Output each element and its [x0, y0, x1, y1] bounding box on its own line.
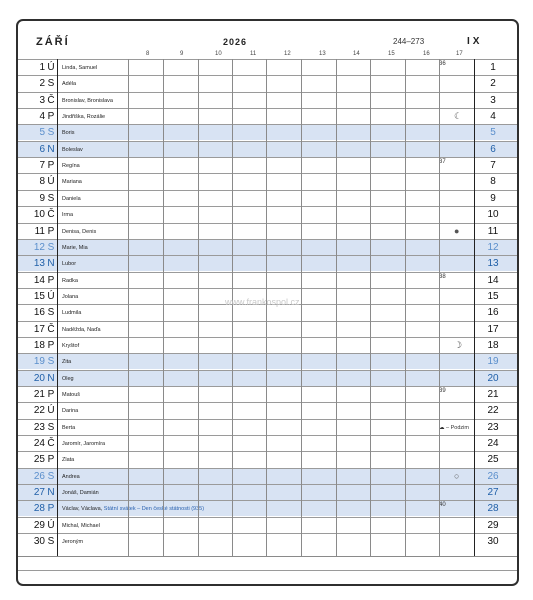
grid-line — [57, 59, 58, 556]
name-day-label: Irma — [62, 212, 73, 219]
day-row[interactable] — [18, 451, 517, 467]
name-day-label: Zlata — [62, 457, 75, 464]
grid-line — [405, 59, 406, 556]
weekday-letter: P — [47, 454, 55, 466]
name-day-label: Oleg — [62, 375, 74, 382]
day-number: 19 S — [33, 356, 55, 368]
name-day-label: Matouš — [62, 392, 81, 398]
day-row[interactable] — [18, 353, 517, 369]
name-day-label: Lubor — [62, 261, 77, 268]
day-number: 18 P — [33, 339, 55, 351]
weekday-letter: S — [47, 78, 55, 90]
day-number: 4 P — [39, 111, 55, 123]
day-row[interactable] — [18, 484, 517, 500]
grid-line — [474, 59, 475, 556]
day-row[interactable] — [18, 272, 517, 288]
day-number: 25 P — [33, 454, 55, 466]
calendar-page — [16, 19, 519, 586]
name-day-label: Regína — [62, 163, 80, 170]
hour-label: 14 — [353, 51, 360, 57]
day-number-right: 22 — [487, 405, 499, 417]
day-number-right: 16 — [487, 307, 499, 319]
day-number-right: 15 — [487, 290, 499, 302]
weekday-letter: S — [47, 470, 55, 482]
day-number: 7 P — [39, 160, 55, 172]
season-label: ☁ – Podzim — [439, 424, 469, 431]
day-row[interactable] — [18, 190, 517, 206]
moon-phase-icon: ☽ — [454, 339, 463, 350]
day-number: 23 S — [33, 421, 55, 433]
day-number: 30 S — [33, 536, 55, 548]
weekday-letter: Č — [47, 438, 55, 450]
name-day-label: Radka — [62, 277, 78, 284]
weekday-letter: Ú — [47, 405, 55, 417]
grid-line — [232, 59, 233, 556]
day-row[interactable] — [18, 141, 517, 157]
notes-footer — [18, 556, 517, 584]
hour-label: 10 — [215, 51, 222, 57]
day-number-right: 8 — [490, 176, 496, 188]
weekday-letter: P — [47, 160, 55, 172]
day-number: 10 Č — [33, 209, 55, 221]
name-day-label: Jonáš, Damián — [62, 490, 99, 497]
day-row[interactable] — [18, 435, 517, 451]
name-day-label: Václav, Václava, Státní svátek – Den české státnosti (935) — [62, 506, 205, 513]
day-number: 29 Ú — [33, 519, 55, 531]
weekday-letter: N — [47, 372, 55, 384]
day-row[interactable] — [18, 206, 517, 222]
week-number: 39 — [439, 388, 446, 394]
hour-label: 11 — [250, 51, 257, 57]
weekday-letter: N — [47, 487, 55, 499]
grid-line — [370, 59, 371, 556]
hour-label: 15 — [388, 51, 395, 57]
weekday-letter: Č — [47, 323, 55, 335]
day-number-right: 30 — [487, 536, 499, 548]
weekday-letter: S — [47, 536, 55, 548]
weekday-letter: Ú — [47, 290, 55, 302]
day-row[interactable] — [18, 337, 517, 353]
weekday-letter: P — [47, 389, 55, 400]
day-row[interactable] — [18, 500, 517, 516]
weekday-letter: Č — [47, 94, 55, 106]
name-day-label: Andrea — [62, 473, 80, 480]
day-row[interactable] — [18, 468, 517, 484]
hour-label: 13 — [319, 51, 326, 57]
weekday-letter: S — [47, 356, 55, 368]
day-number-right: 7 — [490, 160, 496, 172]
grid-line — [301, 59, 302, 556]
name-day-label: Linda, Samuel — [62, 65, 98, 71]
day-number-right: 5 — [490, 127, 496, 139]
day-number: 20 N — [33, 372, 55, 384]
day-number: 11 P — [34, 225, 55, 237]
day-number-right: 10 — [487, 209, 499, 221]
day-row[interactable] — [18, 108, 517, 124]
day-row[interactable] — [18, 239, 517, 255]
name-day-label: Naděžda, Naďa — [62, 326, 101, 333]
day-number-right: 2 — [490, 78, 496, 90]
weekday-letter: N — [47, 143, 55, 155]
moon-phase-icon: ○ — [454, 470, 460, 481]
day-number: 24 Č — [33, 438, 55, 450]
watermark: www.frankospol.cz — [225, 297, 300, 307]
day-number: 26 S — [33, 470, 55, 482]
day-number-right: 6 — [490, 143, 496, 155]
day-number-right: 17 — [487, 323, 499, 335]
day-row[interactable] — [18, 517, 517, 533]
name-day-label: Jolana — [62, 293, 79, 300]
hour-label: 12 — [284, 51, 291, 57]
weekday-letter: Ú — [47, 62, 55, 73]
hour-label: 9 — [180, 51, 184, 57]
day-number: 27 N — [33, 487, 55, 499]
week-number: 38 — [439, 273, 446, 280]
grid-line — [439, 59, 440, 556]
calendar-header — [18, 21, 517, 59]
weekday-letter: S — [47, 421, 55, 433]
day-number: 14 P — [33, 274, 55, 286]
weekday-letter: Č — [47, 209, 55, 221]
day-row[interactable] — [18, 75, 517, 91]
day-number-right: 24 — [487, 438, 499, 450]
day-range-label: 244–273 — [393, 37, 425, 46]
day-number-right: 14 — [487, 274, 499, 286]
day-number-right: 20 — [487, 372, 499, 384]
moon-phase-icon: ● — [454, 225, 460, 236]
day-number: 21 P — [33, 389, 55, 400]
name-day-label: Marie, Mia — [62, 244, 88, 251]
name-day-label: Denisa, Denis — [62, 228, 97, 235]
day-number-right: 18 — [487, 339, 499, 351]
day-row[interactable] — [18, 255, 517, 271]
day-row[interactable] — [18, 419, 517, 435]
grid-line — [163, 59, 164, 556]
year-label: 2026 — [223, 37, 248, 47]
day-row[interactable] — [18, 124, 517, 140]
day-row[interactable] — [18, 157, 517, 173]
weekday-letter: P — [47, 274, 55, 286]
weekday-letter: S — [47, 241, 55, 253]
day-number: 8 Ú — [39, 176, 55, 188]
day-number: 28 P — [33, 503, 55, 515]
hour-label: 16 — [423, 51, 430, 57]
day-number: 5 S — [39, 127, 55, 139]
name-day-label: Jeroným — [62, 539, 84, 546]
day-number-right: 3 — [490, 94, 496, 106]
name-day-label: Mariana — [62, 179, 82, 186]
grid-line — [198, 59, 199, 556]
day-number-right: 11 — [487, 225, 499, 237]
weekday-letter: Ú — [47, 176, 55, 188]
name-day-label: Darina — [62, 408, 79, 415]
day-number: 16 S — [33, 307, 55, 319]
day-row[interactable] — [18, 402, 517, 418]
day-number-right: 12 — [487, 241, 499, 253]
moon-phase-icon: ☾ — [454, 111, 463, 122]
name-day-label: Boleslav — [62, 146, 83, 153]
day-number: 6 N — [39, 143, 55, 155]
month-title: ZÁŘÍ — [36, 36, 70, 48]
weekday-letter: S — [47, 192, 55, 204]
day-row[interactable] — [18, 533, 517, 549]
day-row[interactable] — [18, 59, 517, 75]
day-number: 2 S — [39, 78, 55, 90]
day-row[interactable] — [18, 173, 517, 189]
day-number-right: 27 — [487, 487, 499, 499]
weekday-letter: S — [47, 127, 55, 139]
weekday-letter: P — [47, 225, 55, 237]
name-day-label: Adéla — [62, 81, 77, 88]
grid-line — [266, 59, 267, 556]
weekday-letter: Ú — [47, 519, 55, 531]
day-row[interactable] — [18, 223, 517, 239]
weekday-letter: S — [47, 307, 55, 319]
weekday-letter: P — [47, 339, 55, 351]
name-day-label: Ludmila — [62, 310, 82, 317]
name-day-label: Zita — [62, 359, 72, 366]
day-number-right: 19 — [487, 356, 499, 368]
day-row[interactable] — [18, 386, 517, 402]
week-number: 37 — [439, 159, 446, 166]
day-number-right: 23 — [487, 421, 499, 433]
name-day-label: Jindřiška, Rozálie — [62, 114, 106, 121]
holiday-label: Státní svátek – Den české státnosti (935) — [103, 506, 205, 513]
day-number-right: 25 — [487, 454, 499, 466]
name-day-label: Michal, Michael — [62, 522, 100, 529]
grid-line — [128, 59, 129, 556]
day-number: 1 Ú — [39, 62, 55, 73]
day-number-right: 29 — [487, 519, 499, 531]
day-number-right: 28 — [487, 503, 499, 515]
day-number-right: 26 — [487, 470, 499, 482]
weekday-letter: N — [47, 258, 55, 270]
day-number-right: 1 — [490, 62, 496, 73]
week-number: 40 — [439, 502, 446, 509]
day-number: 22 Ú — [33, 405, 55, 417]
day-number: 3 Č — [39, 94, 55, 106]
name-day-label: Kryštof — [62, 342, 80, 349]
weekday-letter: P — [47, 111, 55, 123]
day-number: 9 S — [39, 192, 55, 204]
month-roman-label: IX — [467, 36, 483, 47]
grid-line — [336, 59, 337, 556]
day-number: 15 Ú — [33, 290, 55, 302]
day-number-right: 21 — [487, 389, 499, 400]
day-row[interactable] — [18, 92, 517, 108]
name-day-label: Boris — [62, 130, 75, 137]
week-number: 36 — [439, 61, 446, 67]
day-number-right: 9 — [490, 192, 496, 204]
day-row[interactable] — [18, 321, 517, 337]
hour-label: 8 — [146, 51, 150, 57]
hour-label: 17 — [456, 51, 463, 57]
day-row[interactable] — [18, 370, 517, 386]
day-number: 13 N — [33, 258, 55, 270]
weekday-letter: P — [47, 503, 55, 515]
name-day-label: Daniela — [62, 195, 81, 202]
day-number: 12 S — [33, 241, 55, 253]
name-day-label: Bronislav, Bronislava — [62, 97, 113, 104]
name-day-label: Berta — [62, 424, 76, 431]
day-number-right: 13 — [487, 258, 499, 270]
day-number-right: 4 — [490, 111, 496, 123]
name-day-label: Jaromír, Jaromíra — [62, 441, 106, 448]
day-number: 17 Č — [33, 323, 55, 335]
